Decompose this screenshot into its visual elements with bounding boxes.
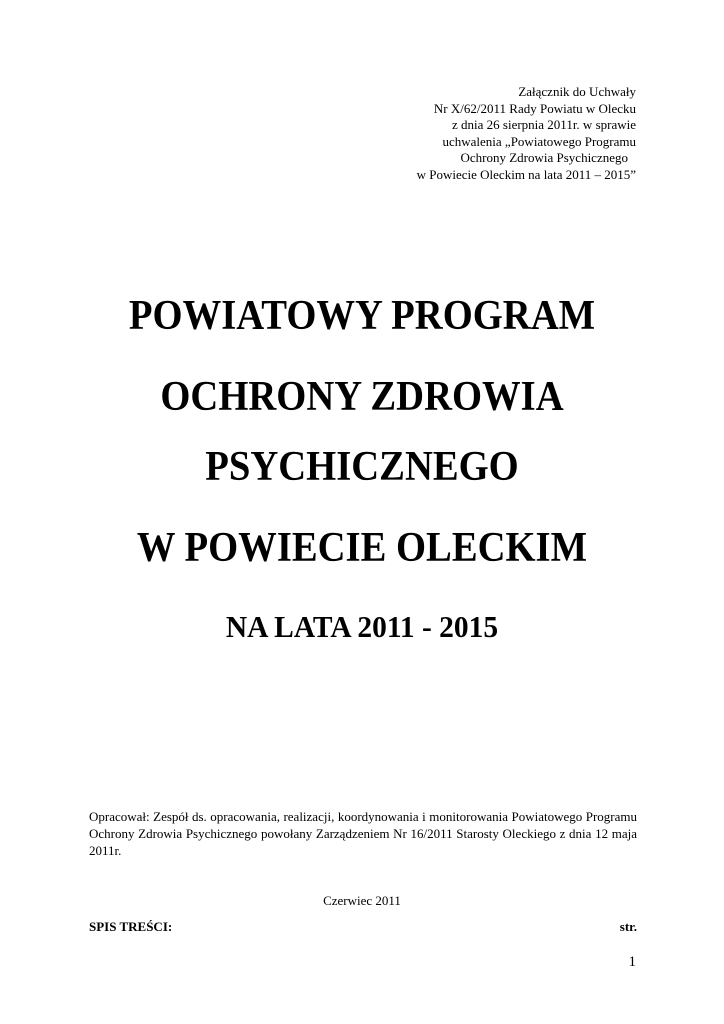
prepared-by-paragraph: Opracował: Zespół ds. opracowania, realizacji, koordynowania i monitorowania Powiatowego Programu Ochrony Zdrowia Psychicznego powołany Zarządzeniem Nr 16/2011 Starosty Oleckiego z dnia 12 maja 2011r.	[89, 809, 637, 858]
title-line: PSYCHICZNEGO	[205, 444, 519, 490]
annex-line: z dnia 26 sierpnia 2011r. w sprawie	[452, 117, 636, 133]
title-line: W POWIECIE OLECKIM	[136, 525, 588, 571]
title-line: OCHRONY ZDROWIA	[160, 374, 564, 420]
title-years: NA LATA 2011 - 2015	[225, 609, 499, 644]
annex-line: Ochrony Zdrowia Psychicznego	[460, 150, 628, 166]
page-number: 1	[628, 954, 636, 970]
annex-line: Załącznik do Uchwały	[518, 84, 636, 99]
title-line: POWIATOWY PROGRAM	[128, 293, 596, 339]
annex-line: w Powiecie Oleckim na lata 2011 – 2015”	[416, 166, 636, 182]
annex-header	[316, 84, 636, 184]
annex-line: Nr X/62/2011 Rady Powiatu w Olecku	[433, 100, 636, 116]
toc-page-label: str.	[619, 919, 637, 934]
annex-line: uchwalenia „Powiatowego Programu	[442, 133, 636, 149]
toc-title: SPIS TREŚCI:	[89, 919, 173, 934]
document-date: Czerwiec 2011	[323, 893, 401, 908]
